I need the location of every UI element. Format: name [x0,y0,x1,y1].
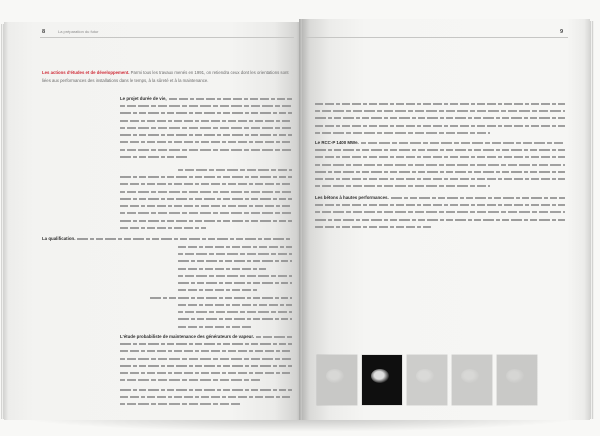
intro-text: Parmi tous les travaux menés en 1991, on retiendra ceux dont les orientations sont liées aux performances des installations dans le temps, à la sûreté et à la maintenance. [42,70,289,83]
text-line [178,250,292,257]
paragraph-block [178,272,292,294]
text-line-glyphs [120,365,292,367]
text-line [120,173,292,180]
text-line [120,110,292,117]
page-stack-right [590,21,594,419]
paragraph-block [178,243,292,272]
text-line-glyphs [169,98,292,100]
text-line [120,362,292,369]
text-line-glyphs [315,149,565,151]
text-line [120,355,292,362]
section-etude-probabiliste [120,333,292,384]
text-line-glyphs [120,127,292,129]
text-line-glyphs [120,396,292,398]
text-line-glyphs [120,379,261,381]
text-line-glyphs [178,326,252,328]
running-header: La préparation du futur [58,29,99,34]
section-heading: Les bétons à hautes performances. [315,195,389,200]
text-line [120,369,292,376]
text-line-glyphs [120,191,292,193]
photo-thumbnail [317,355,357,405]
text-line [120,348,292,355]
text-line-glyphs [315,156,565,158]
text-line [178,316,292,323]
text-line [178,243,292,250]
photo-thumbnail [497,355,537,405]
text-line [120,153,292,160]
text-line [178,287,292,294]
booklet-spine [299,19,302,420]
text-line-glyphs [315,103,565,105]
text-line-glyphs [391,197,565,199]
section-heading: La qualification. [42,236,76,241]
text-line-glyphs [178,260,292,262]
text-line [120,166,292,173]
text-line-glyphs [178,275,292,277]
text-line-glyphs [256,336,292,338]
text-line [120,393,292,400]
text-line-glyphs [178,318,292,320]
text-line [315,154,565,161]
text-line-glyphs [120,372,292,374]
section-betons [315,194,565,230]
text-line [120,210,292,217]
text-line [178,301,292,308]
section-heading: L'étude probabiliste de maintenance des générateurs de vapeur. [120,334,255,339]
text-line-glyphs [178,311,292,313]
text-line [315,107,565,114]
text-line-glyphs [120,198,292,200]
text-line-glyphs [120,220,292,222]
text-line [120,195,292,202]
section-rcc-p [315,139,565,190]
text-line [315,122,565,129]
text-line [120,217,292,224]
text-line [120,340,292,347]
text-line-glyphs [315,219,565,221]
text-line-glyphs [120,112,292,114]
text-line-glyphs [120,149,292,151]
text-line-glyphs [150,297,292,299]
header-rule-right [306,37,568,38]
text-line [315,216,565,223]
text-line-glyphs [315,211,565,213]
paragraph-block [120,386,292,408]
text-line-glyphs [120,141,292,143]
text-line [315,201,565,208]
text-line-glyphs [315,125,565,127]
section-heading: Le RCC-P 1400 MWe. [315,140,359,145]
text-line [120,95,292,102]
photo-thumbnail [407,355,447,405]
text-line-glyphs [315,185,490,187]
text-line-glyphs [120,389,292,391]
text-line [120,401,292,408]
text-line [315,139,565,146]
text-line-glyphs [120,120,292,122]
text-line-glyphs [120,105,292,107]
text-line-glyphs [120,212,292,214]
text-line-glyphs [178,282,292,284]
text-line-glyphs [315,164,565,166]
text-line-glyphs [315,178,565,180]
text-line [120,386,292,393]
text-line [120,224,292,231]
text-line-glyphs [315,110,565,112]
section-heading: Le projet durée de vie, [120,96,167,101]
text-line [120,377,292,384]
text-line [120,333,292,340]
text-line [120,102,292,109]
text-line-glyphs [315,132,490,134]
photo-thumbnail [452,355,492,405]
text-line-glyphs [120,358,292,360]
paragraph-block [178,301,292,330]
text-line [315,146,565,153]
text-line [120,131,292,138]
text-line-glyphs [178,246,292,248]
text-line [120,181,292,188]
text-line [120,146,292,153]
paragraph-block [315,100,565,136]
text-line-glyphs [120,205,292,207]
text-line-glyphs [120,350,292,352]
text-line [42,235,292,242]
text-line [315,175,565,182]
page-number-right: 9 [560,29,564,35]
text-line [178,272,292,279]
text-line [120,139,292,146]
text-line [120,202,292,209]
text-line-glyphs [120,183,292,185]
text-line-glyphs [178,253,292,255]
text-line-glyphs [315,171,565,173]
text-line-glyphs [178,169,292,171]
text-line [178,279,292,286]
text-line-glyphs [120,403,240,405]
intro-heading: Les actions d'études et de développement. [42,70,130,75]
text-line [178,323,292,330]
text-line-glyphs [178,268,266,270]
section-duree-de-vie [120,95,292,161]
text-line-glyphs [120,343,292,345]
text-line-glyphs [178,289,259,291]
text-line [315,129,565,136]
text-line [315,209,565,216]
text-line-glyphs [315,226,433,228]
paragraph-block [120,166,292,232]
text-line-glyphs [315,117,565,119]
text-line [315,100,565,107]
section-qualification [42,235,292,242]
text-line-glyphs [120,156,187,158]
text-line [315,115,565,122]
text-line [178,258,292,265]
text-line [315,183,565,190]
text-line [120,124,292,131]
header-rule-left [40,37,294,38]
text-line [315,161,565,168]
photo-thumbnail [362,355,402,405]
text-line-glyphs [120,176,292,178]
text-line [315,168,565,175]
text-line-glyphs [178,304,292,306]
intro-paragraph [42,69,292,84]
text-line [315,223,565,230]
page-number-left: 8 [42,29,46,35]
text-line [178,308,292,315]
text-line [120,188,292,195]
text-line-glyphs [315,204,565,206]
text-line [120,117,292,124]
text-line [315,194,565,201]
text-line-glyphs [77,238,292,240]
text-line-glyphs [361,142,565,144]
text-line-glyphs [120,227,206,229]
text-line-glyphs [120,134,292,136]
